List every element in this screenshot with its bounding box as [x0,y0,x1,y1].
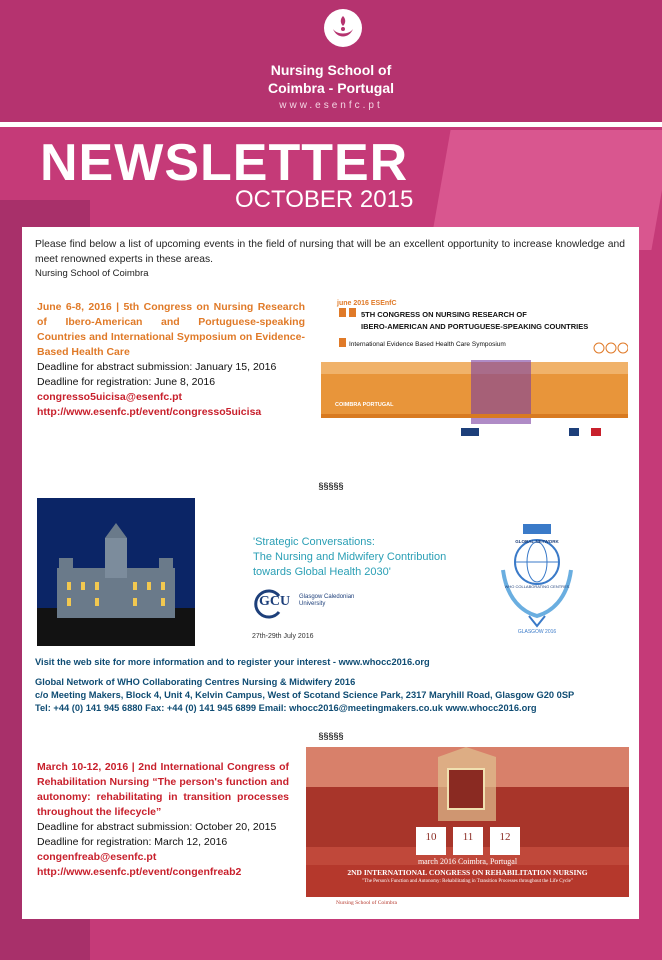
event3-registration-deadline: Deadline for registration: March 12, 2016 [37,836,228,848]
event3-url-link[interactable]: http://www.esenfc.pt/event/congenfreab2 [37,866,242,878]
intro-signature: Nursing School of Coimbra [35,268,149,279]
event1-banner-date: june 2016 ESEnfC [337,300,397,307]
event3-block [37,760,289,880]
event2-theme-line3: towards Global Health 2030' [253,566,391,578]
event2-theme [253,535,483,580]
who-network-logo [493,520,581,640]
section-separator: §§§§§ [318,731,344,741]
event1-banner-line3: International Evidence Based Health Care Symposium [349,341,506,348]
event1-banner-line1: 5TH CONGRESS ON NURSING RESEARCH OF [361,310,527,319]
header-divider [0,122,662,127]
event3-banner-school: Nursing School of Coimbra [336,900,397,906]
event2-visit[interactable]: Visit the web site for more information and to register your interest - www.whocc2016.org [35,657,430,667]
event3-email-link[interactable]: congenfreab@esenfc.pt [37,851,157,863]
school-name-line2: Coimbra - Portugal [267,80,394,96]
event3-banner-day3: 12 [499,831,511,843]
gcu-logo [251,586,361,626]
event1-block [37,300,305,420]
event1-banner [321,300,628,448]
school-website[interactable]: www.esenfc.pt [279,100,383,111]
event1-url-link[interactable]: http://www.esenfc.pt/event/congresso5uicisa [37,406,262,418]
section-separator: §§§§§ [318,481,344,491]
event1-banner-line2: IBERO-AMERICAN AND PORTUGUESE-SPEAKING COUNTRIES [361,322,589,331]
event2-network: Global Network of WHO Collaborating Centres Nursing & Midwifery 2016 [35,677,356,687]
event1-abstract-deadline: Deadline for abstract submission: January 15, 2016 [37,361,277,373]
event2-photo [37,498,195,646]
event1-banner-place: COIMBRA PORTUGAL [335,402,394,408]
who-network-bottom: GLASGOW 2016 [517,629,557,635]
event2-contact[interactable]: Tel: +44 (0) 141 945 6880 Fax: +44 (0) 141 945 6899 Email: whocc2016@meetingmakers.co.uk www.whocc2016.org [35,703,537,713]
event1-email-link[interactable]: congresso5uicisa@esenfc.pt [37,391,183,403]
event2-dates: 27th-29th July 2016 [252,633,314,640]
who-network-sub: WHO COLLABORATING CENTRES [504,584,570,589]
event3-banner-day2: 11 [462,831,474,843]
event3-banner [306,747,629,913]
event3-banner-when: march 2016 Coimbra, Portugal [417,857,518,866]
gcu-short: GCU [259,594,291,609]
who-network-top: GLOBAL NETWORK [515,539,559,544]
event2-theme-line2: The Nursing and Midwifery Contribution [253,551,447,563]
gcu-name: Glasgow Caledonian University [299,594,355,607]
event3-abstract-deadline: Deadline for abstract submission: October 20, 2015 [37,821,277,833]
event3-banner-sub: "The Person's Function and Autonomy: Rehabilitating in Transition Processes throughout the Life Cycle" [362,879,573,884]
event1-registration-deadline: Deadline for registration: June 8, 2016 [37,376,216,388]
school-logo-icon [324,9,362,47]
newsletter-date: OCTOBER 2015 [235,186,414,213]
event3-banner-title: 2ND INTERNATIONAL CONGRESS ON REHABILITATION NURSING [347,868,588,877]
event2-theme-line1: 'Strategic Conversations: [253,536,375,548]
event1-title: June 6-8, 2016 | 5th Congress on Nursing Research of Ibero-American and Portuguese-speaking Countries and International Symposium on Evidence-Based Health Care [37,301,305,358]
intro-text: Please find below a list of upcoming events in the field of nursing that will be an excellent opportunity to increase knowledge and meet renowned experts in these areas. [35,239,625,265]
event2-address: c/o Meeting Makers, Block 4, Unit 4, Kelvin Campus, West of Scotand Science Park, 2317 Maryhill Road, Glasgow G20 0SP [35,690,575,700]
event3-banner-day1: 10 [425,831,437,843]
school-name-line1: Nursing School of [270,62,392,78]
event3-title: March 10-12, 2016 | 2nd International Congress of Rehabilitation Nursing “The person's function and autonomy: rehabilitating in transition processes throughout the lifecycle” [37,761,289,818]
newsletter-title: NEWSLETTER [40,134,409,192]
